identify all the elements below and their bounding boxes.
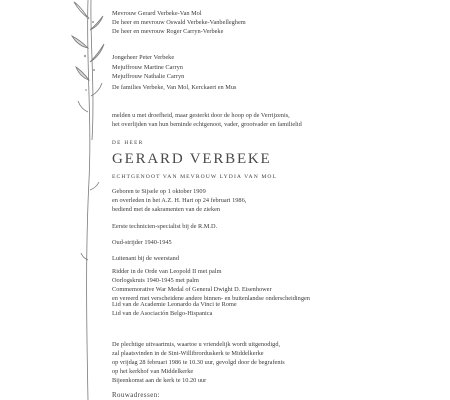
academy-line: Lid van de Asociación Belgo-Hispanica (112, 310, 213, 318)
funeral-line: zal plaatsvinden in de Sint-Willibrorduskerk te Middelkerke (112, 350, 264, 357)
spouse-line: ECHTGENOOT VAN MEVROUW LYDIA VAN MOL (112, 174, 278, 180)
profession-line: Eerste technicien-specialist bij de R.M.D. (112, 223, 218, 230)
honor-line: Commemorative War Medal of General Dwight D. Eisenhower (112, 286, 272, 293)
lily-stem-illustration (0, 0, 120, 400)
honors-list (112, 268, 310, 304)
honor-line: en vereerd met verscheidene andere binnen- en buitenlandse onderscheidingen (112, 295, 310, 302)
family-line: Jongeheer Peter Verbeke (112, 54, 175, 61)
announcement (112, 112, 302, 130)
families-line: De families Verbeke, Van Mol, Kerckaert en Mus (112, 84, 237, 91)
family-block-1 (112, 10, 246, 36)
family-block-2 (112, 54, 184, 83)
academies-list (112, 301, 237, 320)
mourning-addresses-header: Rouwadressen: (112, 392, 161, 399)
announcement-line: het overlijden van hun beminde echtgenoot, vader, grootvader en familielid (112, 121, 302, 128)
bio-line: Geboren te Sijsele op 1 oktober 1909 (112, 188, 206, 195)
family-line: De heer en mevrouw Oswald Verbeke-Vanbelleghem (112, 18, 246, 26)
family-line: Mevrouw Gerard Verbeke-Van Mol (112, 10, 202, 17)
funeral-line: op het kerkhof van Middelkerke (112, 368, 194, 375)
honor-line: Ridder in de Orde van Leopold II met palm (112, 268, 222, 275)
deceased-name: GERARD VERBEKE (112, 151, 272, 167)
gathering-line: Bijeenkomst aan de kerk te 10.20 uur (112, 377, 207, 384)
academy-line: Lid van de Academie Leonardo da Vinci te Rome (112, 301, 237, 308)
bio-line: bediend met de sakramenten van de zieken (112, 206, 221, 213)
biography (112, 188, 246, 215)
funeral-details (112, 341, 285, 377)
announcement-line: melden u met droefheid, maar gesterkt door de hoop op de Verrijzenis, (112, 112, 290, 119)
family-line: Mejuffrouw Martine Carryn (112, 63, 183, 71)
bio-line: en overleden in het A.Z. H. Hart op 24 februari 1986, (112, 197, 247, 204)
resistance-line: Luitenant bij de weerstand (112, 255, 179, 262)
title-label: DE HEER (112, 140, 144, 146)
honor-line: Oorlogskruis 1940-1945 met palm (112, 277, 199, 284)
funeral-line: op vrijdag 28 februari 1986 te 10.30 uur, gevolgd door de begrafenis (112, 359, 285, 366)
family-line: Mejuffrouw Nathalie Carryn (112, 73, 185, 81)
veteran-line: Oud-strijder 1940-1945 (112, 239, 172, 246)
funeral-line: De plechtige uitvaartmis, waartoe u vriendelijk wordt uitgenodigd, (112, 341, 281, 348)
family-line: De heer en mevrouw Roger Carryn-Verbeke (112, 27, 224, 35)
